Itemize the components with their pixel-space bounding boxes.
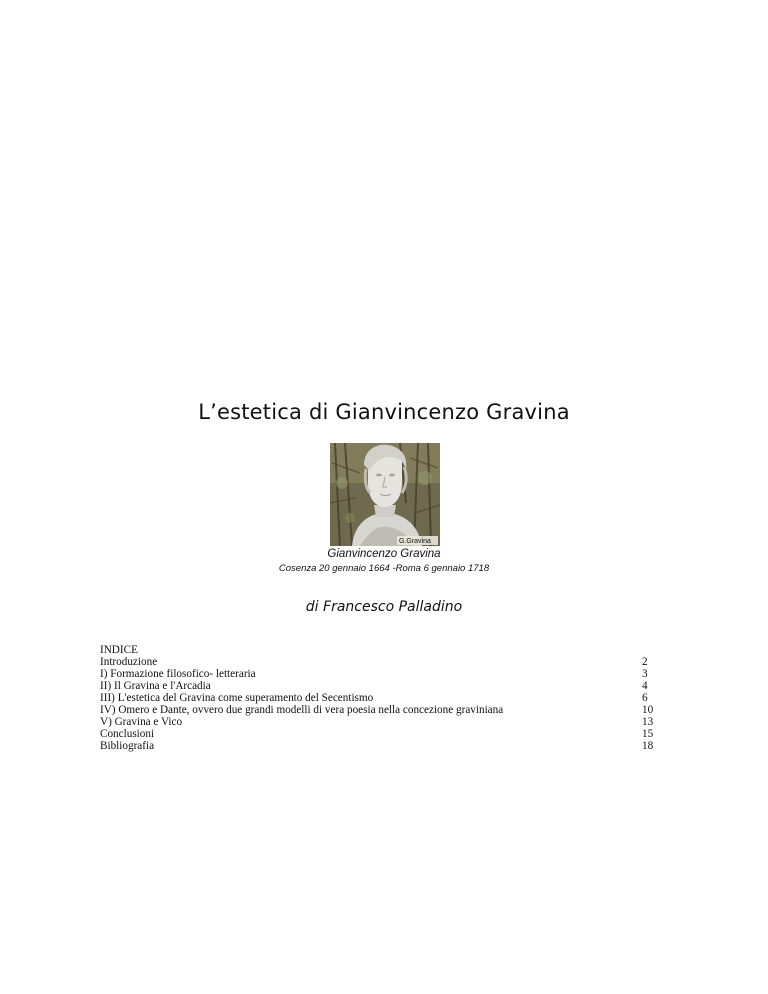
toc-entry-page: 13 [642, 716, 654, 728]
caption-dates: Cosenza 20 gennaio 1664 -Roma 6 gennaio 1718 [278, 563, 490, 574]
toc-entry-label: V) Gravina e Vico [100, 716, 183, 728]
toc-entry-label: IV) Omero e Dante, ovvero due grandi modelli di vera poesia nella concezione graviniana [100, 704, 504, 716]
toc-entry[interactable] [100, 680, 670, 692]
toc-entry-label: I) Formazione filosofico- letteraria [100, 668, 256, 680]
table-of-contents [100, 644, 670, 752]
toc-entry-label: II) Il Gravina e l'Arcadia [100, 680, 211, 692]
toc-entry-label: III) L'estetica del Gravina come superamento del Secentismo [100, 692, 374, 704]
toc-entry[interactable] [100, 692, 670, 704]
toc-entry[interactable] [100, 740, 670, 752]
toc-entry-page: 18 [642, 740, 654, 752]
toc-entry-label: Conclusioni [100, 728, 155, 740]
portrait-bust-image [330, 443, 440, 546]
toc-entries [100, 656, 670, 752]
toc-entry-label: Bibliografia [100, 740, 155, 752]
toc-entry[interactable] [100, 716, 670, 728]
toc-entry-page: 10 [642, 704, 654, 716]
document-title: L’estetica di Gianvincenzo Gravina [198, 400, 570, 424]
toc-entry-label: Introduzione [100, 656, 158, 668]
toc-entry-page: 4 [642, 680, 648, 692]
toc-heading: INDICE [100, 644, 138, 656]
toc-entry-page: 2 [642, 656, 648, 668]
caption-name: Gianvincenzo Gravina [327, 548, 441, 560]
image-label: G.Gravina [399, 538, 431, 545]
toc-entry-page: 6 [642, 692, 648, 704]
toc-entry[interactable] [100, 668, 670, 680]
author-line: di Francesco Palladino [305, 599, 463, 615]
toc-entry[interactable] [100, 704, 670, 716]
toc-entry-page: 3 [642, 668, 648, 680]
toc-entry[interactable] [100, 728, 670, 740]
toc-entry[interactable] [100, 656, 670, 668]
toc-entry-page: 15 [642, 728, 654, 740]
